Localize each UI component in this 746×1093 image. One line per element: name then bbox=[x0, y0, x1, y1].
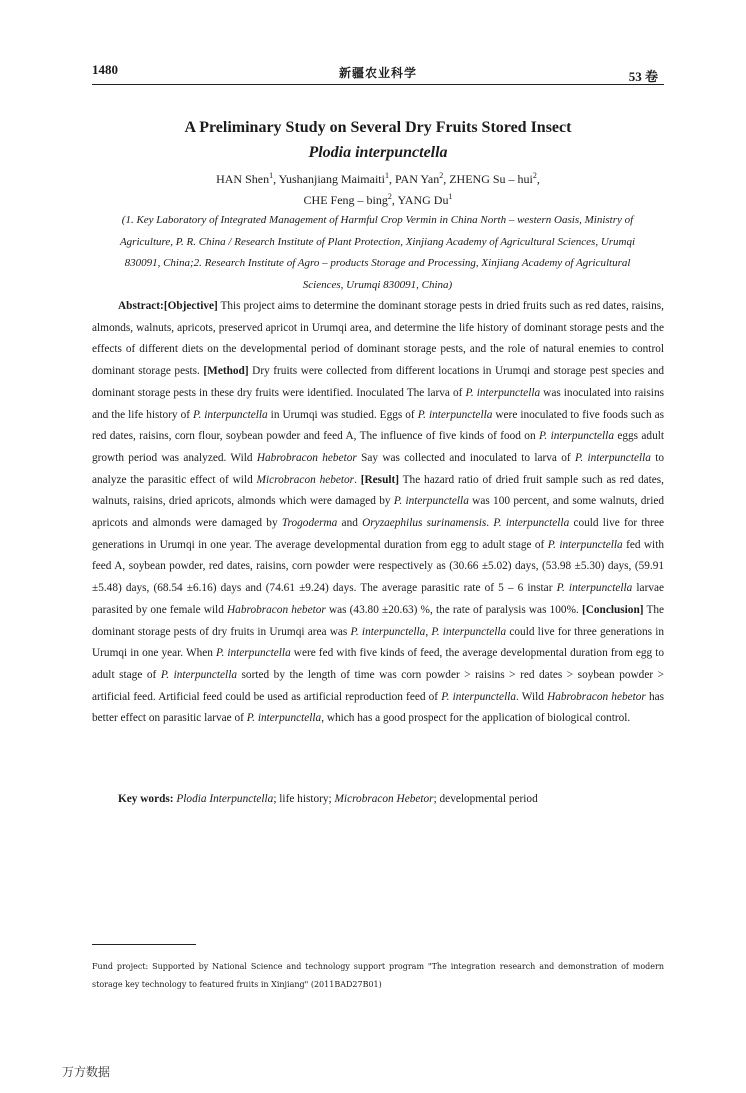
objective-tag: [Objective] bbox=[163, 300, 218, 312]
header-rule bbox=[92, 84, 664, 85]
method-tag: [Method] bbox=[203, 365, 249, 378]
paper-title-species: Plodia interpunctella bbox=[308, 144, 448, 161]
fund-footnote: Fund project: Supported by National Science and technology support program "The integration research and demonstration of modern storage key technology to featured fruits in Xinjiang" (2011BAD27B01) bbox=[92, 962, 664, 989]
abstract-label: Abstract: bbox=[118, 300, 164, 312]
keywords: Key words: Plodia Interpunctella; life history; Microbracon Hebetor; developmental period bbox=[118, 793, 538, 805]
page-number: 1480 bbox=[92, 62, 118, 77]
watermark: 万方数据 bbox=[62, 1065, 111, 1079]
author-line-2: CHE Feng – bing$^2$, YANG Du$^1$ bbox=[303, 192, 453, 207]
paper-title: A Preliminary Study on Several Dry Fruits Stored Insect bbox=[184, 119, 572, 136]
volume-label: 53 卷 bbox=[628, 69, 658, 84]
journal-name: 新疆农业科学 bbox=[338, 66, 417, 80]
abstract: Abstract:[Objective] This project aims to determine the dominant storage pests in dried fruits such as red dates, raisins, almonds, walnuts, apricots, preserved apricot in Urumqi area, and determine the life history of dominant storage pests and the effects of different diets on the developmental period of dominant storage pests, and the role of natural enemies to control dominant storage pests. [Method] Dry fruits were collected from different locations in Urumqi and storage pest species and dominant storage pests in these dry fruits were identified. Inoculated The larva of P. interpunctella was inoculated into raisins and the life history of P. interpunctella in Urumqi was studied. Eggs of P. interpunctella were inoculated to five foods such as red dates, raisins, corn flour, soybean powder and feed A, The influence of five kinds of food on P. interpunctella eggs adult growth period was analyzed. Wild Habrobracon hebetor Say was collected and inoculated to larva of P. interpunctella to analyze the parasitic effect of wild Microbracon hebetor. [Result] The hazard ratio of dried fruit sample such as red dates, walnuts, raisins, dried apricots, almonds which were damaged by P. interpunctella was 100 percent, and some walnuts, dried apricots and almonds were damaged by Trogoderma and Oryzaephilus surinamensis. P. interpunctella could live for three generations in Urumqi in one year. The average developmental duration from egg to adult stage of P. interpunctella fed with feed A, soybean powder, red dates, raisins, corn powder were respectively as (30.66 ±5.02) days, (53.98 ±5.30) days, (59.91 ±5.48) days, (68.54 ±6.16) days and (74.61 ±9.24) days. The average parasitic rate of 5 – 6 instar P. interpunctella larvae parasited by one female wild Habrobracon hebetor was (43.80 ±20.63) %, the rate of paralysis was 100%. [Conclusion] The dominant storage pests of dry fruits in Urumqi area was P. interpunctella, P. interpunctella could live for three generations in Urumqi in one year. When P. interpunctella were fed with five kinds of feed, the average developmental duration from egg to adult stage of P. interpunctella sorted by the length of time was corn powder > raisins > red dates > soybean powder > artificial feed. Artificial feed could be used as artificial reproduction feed of P. interpunctella. Wild Habrobracon hebetor has better effect on parasitic larvae of P. interpunctella, which has a good prospect for the application of biological control. bbox=[92, 300, 665, 725]
footnote-rule bbox=[92, 944, 196, 945]
affiliations: (1. Key Laboratory of Integrated Management of Harmful Crop Vermin in China North – western Oasis, Ministry of Agriculture, P. R. China / Research Institute of Plant Protection, Xinjiang Academy of Agricultural Sciences, Urumqi 830091, China;2. Research Institute of Agro – products Storage and Processing, Xinjiang Academy of Agricultural Sciences, Urumqi 830091, China) bbox=[119, 214, 636, 291]
running-header bbox=[92, 60, 664, 84]
result-tag: [Result] bbox=[360, 473, 400, 486]
keywords-label: Key words: bbox=[118, 793, 174, 805]
author-line-1: HAN Shen$^1$, Yushanjiang Maimaiti$^1$, PAN Yan$^2$, ZHENG Su – hui$^2$, bbox=[216, 171, 540, 186]
conclusion-tag: [Conclusion] bbox=[581, 603, 644, 616]
